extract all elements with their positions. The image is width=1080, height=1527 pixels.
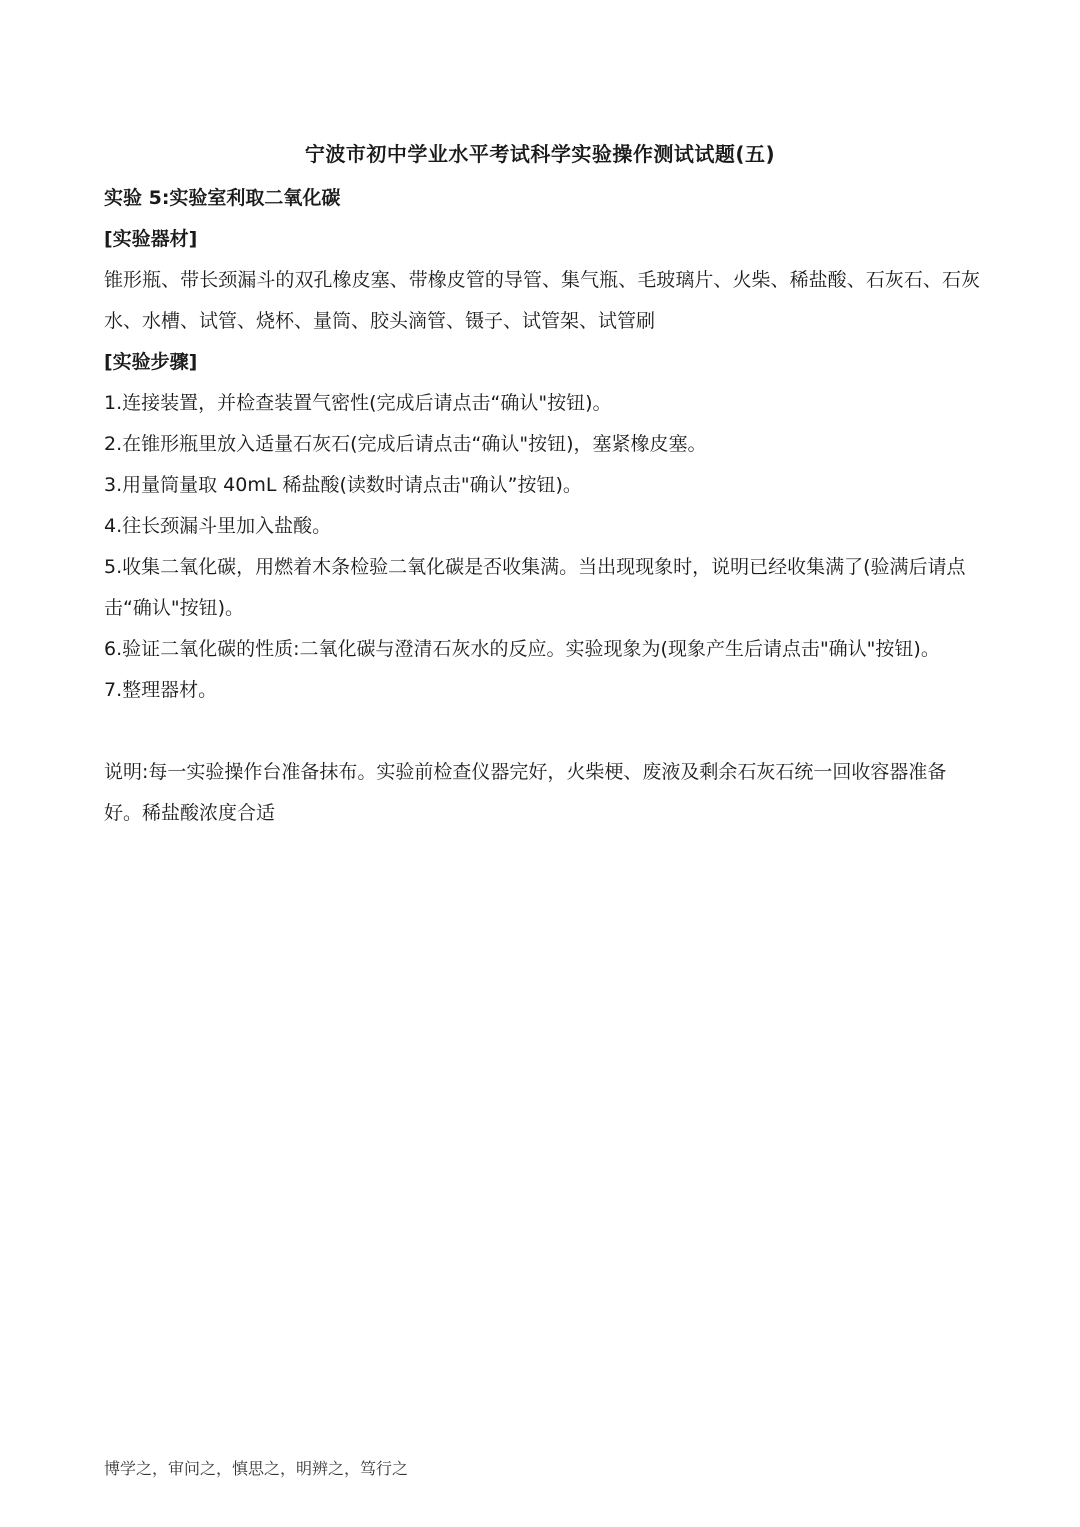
- materials-heading: [实验器材]: [104, 228, 198, 250]
- footer-motto: 博学之，审问之，慎思之，明辨之，笃行之: [104, 1459, 409, 1478]
- step-4: 4.往长颈漏斗里加入盐酸。: [104, 515, 332, 537]
- blank-line: [104, 711, 980, 752]
- step-7: 7.整理器材。: [104, 679, 218, 701]
- step-6: 6.验证二氧化碳的性质:二氧化碳与澄清石灰水的反应。实验现象为(现象产生后请点击"确认"按钮)。: [104, 638, 940, 660]
- document-body: [104, 178, 980, 834]
- step-3: 3.用量筒量取 40mL 稀盐酸(读数时请点击"确认”按钮)。: [104, 474, 582, 496]
- document-title: 宁波市初中学业水平考试科学实验操作测试试题(五): [304, 142, 776, 166]
- steps-heading: [实验步骤]: [104, 351, 198, 373]
- note-text: 说明:每一实验操作台准备抹布。实验前检查仪器完好，火柴梗、废液及剩余石灰石统一回收容器准备好。稀盐酸浓度合适: [104, 761, 947, 824]
- materials-text: 锥形瓶、带长颈漏斗的双孔橡皮塞、带橡皮管的导管、集气瓶、毛玻璃片、火柴、稀盐酸、石灰石、石灰水、水槽、试管、烧杯、量筒、胶头滴管、镊子、试管架、试管刷: [104, 269, 980, 332]
- step-2: 2.在锥形瓶里放入适量石灰石(完成后请点击“确认"按钮)，塞紧橡皮塞。: [104, 433, 707, 455]
- step-1: 1.连接装置，并检查装置气密性(完成后请点击“确认"按钮)。: [104, 392, 612, 414]
- step-5: 5.收集二氧化碳，用燃着木条检验二氧化碳是否收集满。当出现现象时，说明已经收集满了(验满后请点击“确认"按钮)。: [104, 556, 966, 619]
- experiment-title: 实验 5:实验室利取二氧化碳: [104, 187, 341, 209]
